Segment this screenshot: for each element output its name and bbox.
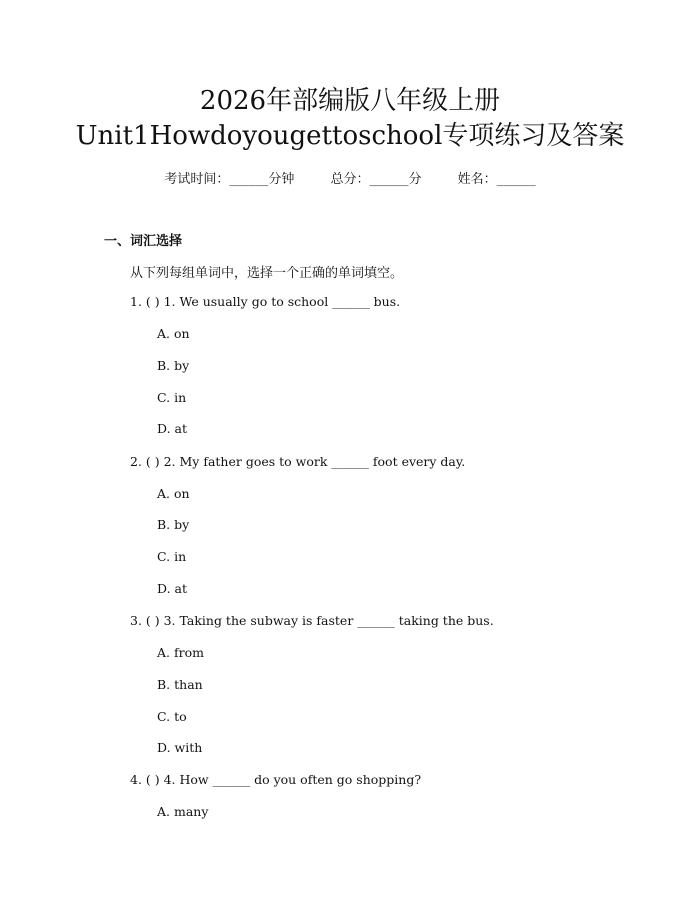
exam-time: 考试时间：______分钟 bbox=[164, 172, 295, 187]
option: B. than bbox=[157, 677, 203, 692]
option: D. with bbox=[157, 740, 203, 755]
option: D. at bbox=[157, 581, 187, 596]
question-1: 1. ( ) 1. We usually go to school ______ bus. bbox=[130, 294, 401, 309]
title-line-1: 2026年部编版八年级上册 bbox=[199, 86, 501, 116]
exam-name: 姓名：______ bbox=[457, 172, 536, 187]
option: B. by bbox=[157, 517, 190, 532]
option: A. on bbox=[157, 326, 190, 341]
instruction-text: 从下列每组单词中，选择一个正确的单词填空。 bbox=[130, 266, 404, 281]
option: A. on bbox=[157, 486, 190, 501]
option: A. from bbox=[157, 645, 204, 660]
question-2: 2. ( ) 2. My father goes to work ______ foot every day. bbox=[130, 454, 466, 469]
question-4: 4. ( ) 4. How ______ do you often go shopping? bbox=[130, 772, 422, 787]
option: C. in bbox=[157, 390, 187, 405]
section-heading: 一、词汇选择 bbox=[104, 234, 183, 249]
exam-meta bbox=[0, 168, 700, 187]
option: B. by bbox=[157, 358, 190, 373]
question-3: 3. ( ) 3. Taking the subway is faster ______ taking the bus. bbox=[130, 613, 494, 628]
option: A. many bbox=[157, 804, 209, 819]
option: C. in bbox=[157, 549, 187, 564]
option: C. to bbox=[157, 709, 187, 724]
exam-score: 总分：______分 bbox=[330, 172, 422, 187]
option: D. at bbox=[157, 421, 187, 436]
title-line-2: Unit1Howdoyougettoschool专项练习及答案 bbox=[75, 121, 625, 151]
